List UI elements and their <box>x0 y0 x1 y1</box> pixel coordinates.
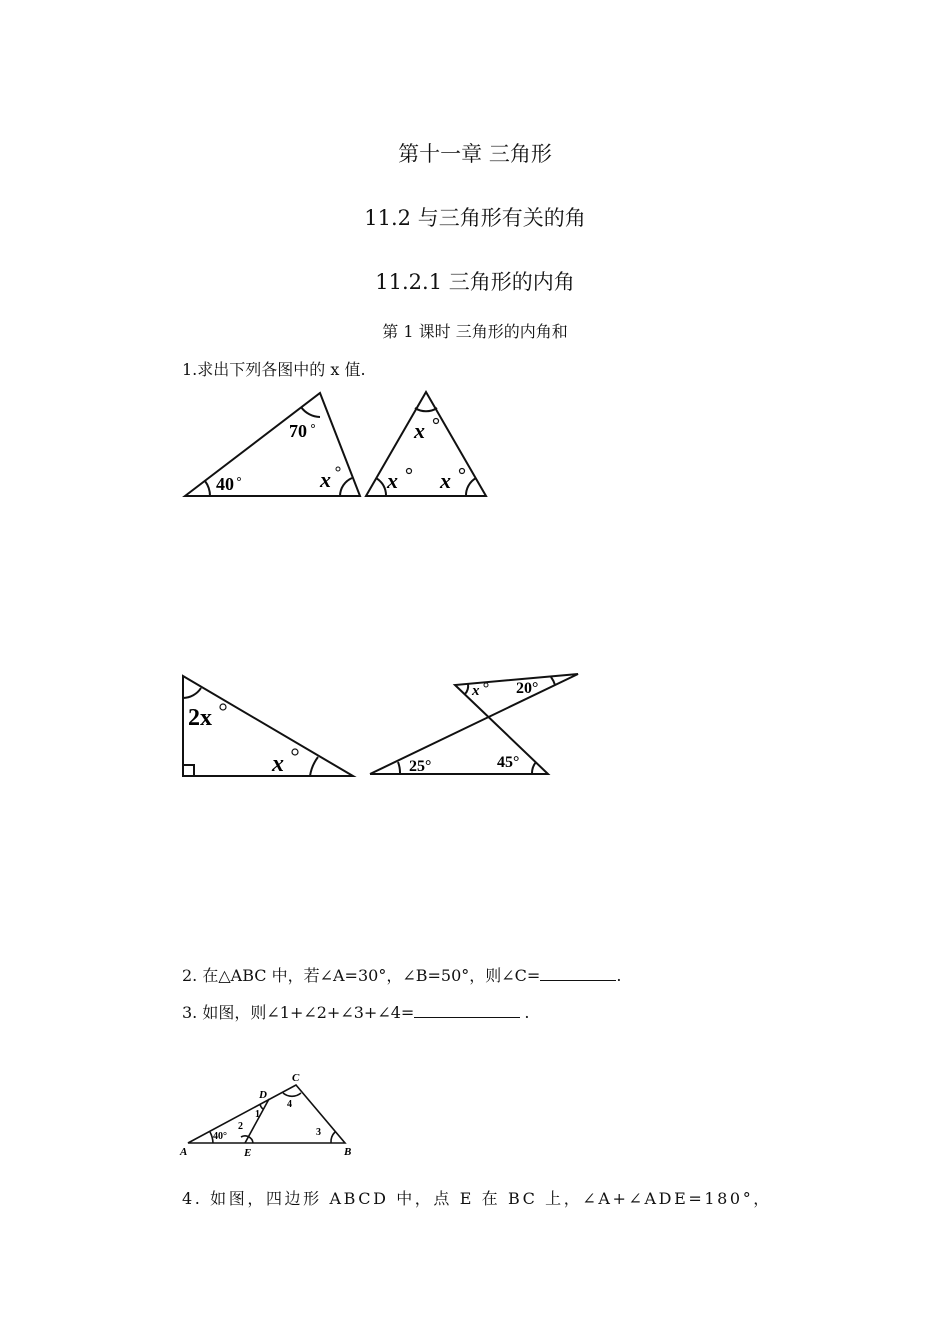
question-2: 2. 在△ABC 中，若∠A=30°，∠B=50°，则∠C= . <box>182 966 622 985</box>
fig4-angle-45-label: 45° <box>497 754 520 771</box>
fig2-angle-left-label: x <box>387 468 398 493</box>
fig1-angle-top-label: 70 <box>289 421 307 441</box>
fig5-angle-3-label: 3 <box>316 1127 321 1138</box>
fig5-point-C: C <box>292 1072 300 1084</box>
chapter-title: 第十一章 三角形 <box>398 142 552 166</box>
fig4-angle-20-label: 20° <box>516 680 539 697</box>
question-1: 1.求出下列各图中的 x 值. <box>182 360 366 379</box>
fig4-angle-x-label: x <box>472 683 480 699</box>
question-3: 3. 如图，则∠1+∠2+∠3+∠4= . <box>182 1003 530 1022</box>
fig5-point-A: A <box>180 1146 188 1158</box>
fig5-angle-4-label: 4 <box>287 1099 292 1110</box>
answer-blank-q3[interactable] <box>414 1016 520 1018</box>
fig2-angle-right-label: x <box>440 468 451 493</box>
fig1-angle-right-label: x <box>320 467 331 492</box>
subsection-title: 11.2.1 三角形的内角 <box>375 270 575 294</box>
fig1-angle-left-label: 40 <box>216 474 234 494</box>
fig3-angle-top-label: 2x <box>188 705 212 731</box>
fig5-angle-2-label: 2 <box>238 1121 243 1132</box>
fig4-angle-25-label: 25° <box>409 758 432 775</box>
fig5-point-D: D <box>259 1089 267 1101</box>
fig5-angle-A-label: 40° <box>213 1131 227 1142</box>
fig5-point-E: E <box>244 1147 252 1159</box>
answer-blank-q2[interactable] <box>540 979 616 981</box>
lesson-title: 第 1 课时 三角形的内角和 <box>382 322 568 341</box>
fig3-angle-right-label: x <box>272 751 284 777</box>
fig5-point-B: B <box>344 1146 352 1158</box>
fig5-angle-1-label: 1 <box>255 1109 260 1120</box>
question-4: 4. 如图，四边形 ABCD 中，点 E 在 BC 上，∠A+∠ADE=180°， <box>182 1189 772 1208</box>
fig2-angle-top-label: x <box>414 418 425 443</box>
section-title: 11.2 与三角形有关的角 <box>364 206 586 230</box>
